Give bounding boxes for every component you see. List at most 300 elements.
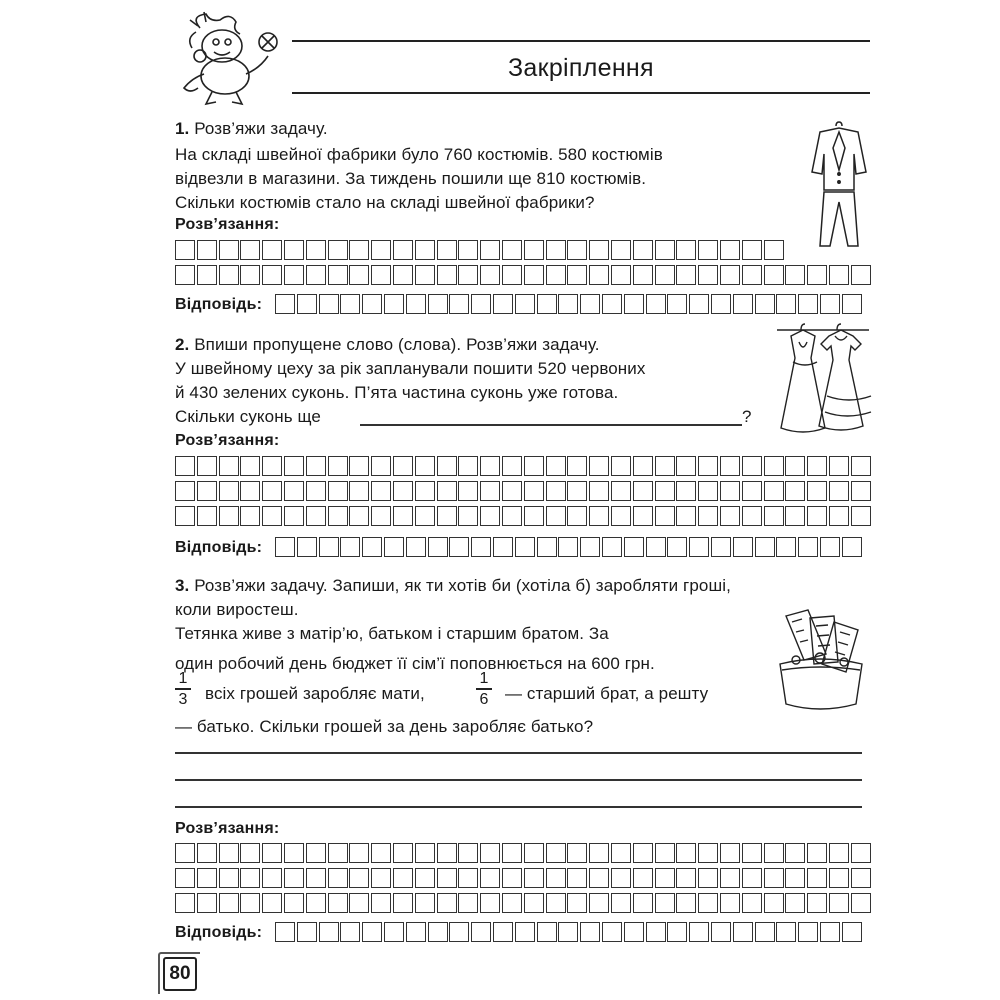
- grid-cell[interactable]: [262, 456, 282, 476]
- grid-cell[interactable]: [458, 506, 478, 526]
- grid-cell[interactable]: [406, 294, 426, 314]
- grid-cell[interactable]: [676, 893, 696, 913]
- grid-cell[interactable]: [698, 868, 718, 888]
- grid-cell[interactable]: [546, 265, 566, 285]
- grid-cell[interactable]: [755, 294, 775, 314]
- grid-cell[interactable]: [219, 506, 239, 526]
- grid-cell[interactable]: [384, 537, 404, 557]
- grid-cell[interactable]: [798, 537, 818, 557]
- grid-cell[interactable]: [537, 537, 557, 557]
- grid-cell[interactable]: [471, 537, 491, 557]
- grid-cell[interactable]: [349, 893, 369, 913]
- grid-cell[interactable]: [437, 240, 457, 260]
- grid-cell[interactable]: [219, 456, 239, 476]
- grid-cell[interactable]: [546, 456, 566, 476]
- grid-cell[interactable]: [493, 537, 513, 557]
- grid-cell[interactable]: [406, 922, 426, 942]
- grid-cell[interactable]: [676, 240, 696, 260]
- grid-cell[interactable]: [328, 506, 348, 526]
- grid-cell[interactable]: [197, 506, 217, 526]
- grid-cell[interactable]: [720, 506, 740, 526]
- grid-cell[interactable]: [197, 240, 217, 260]
- grid-cell[interactable]: [275, 294, 295, 314]
- task3-solution-grid-row-3[interactable]: [175, 893, 873, 913]
- grid-cell[interactable]: [720, 481, 740, 501]
- grid-cell[interactable]: [829, 843, 849, 863]
- grid-cell[interactable]: [502, 506, 522, 526]
- grid-cell[interactable]: [567, 893, 587, 913]
- grid-cell[interactable]: [428, 922, 448, 942]
- grid-cell[interactable]: [415, 893, 435, 913]
- grid-cell[interactable]: [807, 868, 827, 888]
- grid-cell[interactable]: [733, 922, 753, 942]
- grid-cell[interactable]: [515, 294, 535, 314]
- grid-cell[interactable]: [480, 868, 500, 888]
- grid-cell[interactable]: [306, 506, 326, 526]
- grid-cell[interactable]: [655, 843, 675, 863]
- grid-cell[interactable]: [480, 506, 500, 526]
- grid-cell[interactable]: [655, 893, 675, 913]
- task2-solution-grid-row-2[interactable]: [175, 481, 873, 501]
- grid-cell[interactable]: [755, 537, 775, 557]
- grid-cell[interactable]: [275, 537, 295, 557]
- grid-cell[interactable]: [589, 481, 609, 501]
- grid-cell[interactable]: [458, 843, 478, 863]
- grid-cell[interactable]: [742, 265, 762, 285]
- grid-cell[interactable]: [515, 922, 535, 942]
- grid-cell[interactable]: [633, 456, 653, 476]
- grid-cell[interactable]: [349, 506, 369, 526]
- grid-cell[interactable]: [567, 456, 587, 476]
- grid-cell[interactable]: [480, 456, 500, 476]
- grid-cell[interactable]: [567, 265, 587, 285]
- grid-cell[interactable]: [415, 843, 435, 863]
- grid-cell[interactable]: [371, 456, 391, 476]
- grid-cell[interactable]: [676, 868, 696, 888]
- grid-cell[interactable]: [449, 537, 469, 557]
- grid-cell[interactable]: [589, 240, 609, 260]
- grid-cell[interactable]: [524, 843, 544, 863]
- grid-cell[interactable]: [415, 481, 435, 501]
- grid-cell[interactable]: [262, 265, 282, 285]
- grid-cell[interactable]: [589, 868, 609, 888]
- grid-cell[interactable]: [567, 506, 587, 526]
- grid-cell[interactable]: [297, 537, 317, 557]
- grid-cell[interactable]: [240, 843, 260, 863]
- grid-cell[interactable]: [829, 265, 849, 285]
- grid-cell[interactable]: [393, 893, 413, 913]
- grid-cell[interactable]: [197, 868, 217, 888]
- grid-cell[interactable]: [471, 922, 491, 942]
- grid-cell[interactable]: [240, 265, 260, 285]
- grid-cell[interactable]: [776, 922, 796, 942]
- grid-cell[interactable]: [284, 843, 304, 863]
- grid-cell[interactable]: [720, 893, 740, 913]
- grid-cell[interactable]: [611, 843, 631, 863]
- grid-cell[interactable]: [776, 294, 796, 314]
- grid-cell[interactable]: [742, 893, 762, 913]
- grid-cell[interactable]: [480, 893, 500, 913]
- grid-cell[interactable]: [449, 922, 469, 942]
- grid-cell[interactable]: [624, 294, 644, 314]
- grid-cell[interactable]: [306, 843, 326, 863]
- grid-cell[interactable]: [502, 893, 522, 913]
- grid-cell[interactable]: [558, 294, 578, 314]
- grid-cell[interactable]: [546, 843, 566, 863]
- grid-cell[interactable]: [667, 922, 687, 942]
- task1-solution-grid-row-1[interactable]: [175, 240, 785, 260]
- grid-cell[interactable]: [175, 265, 195, 285]
- grid-cell[interactable]: [428, 537, 448, 557]
- grid-cell[interactable]: [676, 481, 696, 501]
- grid-cell[interactable]: [776, 537, 796, 557]
- grid-cell[interactable]: [197, 456, 217, 476]
- grid-cell[interactable]: [798, 922, 818, 942]
- grid-cell[interactable]: [197, 481, 217, 501]
- grid-cell[interactable]: [755, 922, 775, 942]
- grid-cell[interactable]: [633, 893, 653, 913]
- grid-cell[interactable]: [655, 481, 675, 501]
- grid-cell[interactable]: [851, 481, 871, 501]
- grid-cell[interactable]: [676, 265, 696, 285]
- grid-cell[interactable]: [480, 843, 500, 863]
- task3-writing-line-1[interactable]: [175, 752, 862, 754]
- grid-cell[interactable]: [602, 922, 622, 942]
- grid-cell[interactable]: [798, 294, 818, 314]
- grid-cell[interactable]: [502, 481, 522, 501]
- grid-cell[interactable]: [437, 506, 457, 526]
- grid-cell[interactable]: [524, 456, 544, 476]
- task2-fill-in-line[interactable]: [360, 424, 742, 426]
- grid-cell[interactable]: [362, 922, 382, 942]
- grid-cell[interactable]: [720, 843, 740, 863]
- grid-cell[interactable]: [580, 537, 600, 557]
- grid-cell[interactable]: [733, 294, 753, 314]
- grid-cell[interactable]: [546, 506, 566, 526]
- grid-cell[interactable]: [633, 843, 653, 863]
- grid-cell[interactable]: [262, 843, 282, 863]
- task3-answer-grid[interactable]: [275, 922, 864, 942]
- task1-answer-grid[interactable]: [275, 294, 864, 314]
- grid-cell[interactable]: [175, 843, 195, 863]
- grid-cell[interactable]: [807, 506, 827, 526]
- grid-cell[interactable]: [546, 893, 566, 913]
- grid-cell[interactable]: [175, 456, 195, 476]
- grid-cell[interactable]: [240, 240, 260, 260]
- grid-cell[interactable]: [371, 265, 391, 285]
- grid-cell[interactable]: [306, 456, 326, 476]
- grid-cell[interactable]: [480, 481, 500, 501]
- grid-cell[interactable]: [698, 893, 718, 913]
- grid-cell[interactable]: [458, 893, 478, 913]
- grid-cell[interactable]: [415, 868, 435, 888]
- grid-cell[interactable]: [667, 294, 687, 314]
- grid-cell[interactable]: [589, 265, 609, 285]
- grid-cell[interactable]: [764, 893, 784, 913]
- grid-cell[interactable]: [764, 506, 784, 526]
- grid-cell[interactable]: [842, 294, 862, 314]
- grid-cell[interactable]: [602, 294, 622, 314]
- grid-cell[interactable]: [785, 265, 805, 285]
- grid-cell[interactable]: [829, 506, 849, 526]
- grid-cell[interactable]: [349, 843, 369, 863]
- grid-cell[interactable]: [393, 868, 413, 888]
- grid-cell[interactable]: [558, 537, 578, 557]
- grid-cell[interactable]: [362, 537, 382, 557]
- grid-cell[interactable]: [371, 843, 391, 863]
- grid-cell[interactable]: [458, 868, 478, 888]
- grid-cell[interactable]: [349, 265, 369, 285]
- grid-cell[interactable]: [458, 265, 478, 285]
- grid-cell[interactable]: [742, 456, 762, 476]
- grid-cell[interactable]: [197, 265, 217, 285]
- grid-cell[interactable]: [175, 481, 195, 501]
- grid-cell[interactable]: [537, 294, 557, 314]
- grid-cell[interactable]: [764, 843, 784, 863]
- grid-cell[interactable]: [319, 537, 339, 557]
- grid-cell[interactable]: [624, 922, 644, 942]
- grid-cell[interactable]: [580, 922, 600, 942]
- grid-cell[interactable]: [689, 294, 709, 314]
- grid-cell[interactable]: [319, 294, 339, 314]
- grid-cell[interactable]: [851, 456, 871, 476]
- grid-cell[interactable]: [742, 843, 762, 863]
- grid-cell[interactable]: [851, 893, 871, 913]
- grid-cell[interactable]: [733, 537, 753, 557]
- grid-cell[interactable]: [829, 456, 849, 476]
- grid-cell[interactable]: [524, 893, 544, 913]
- grid-cell[interactable]: [785, 481, 805, 501]
- grid-cell[interactable]: [851, 506, 871, 526]
- grid-cell[interactable]: [851, 843, 871, 863]
- grid-cell[interactable]: [567, 481, 587, 501]
- grid-cell[interactable]: [371, 481, 391, 501]
- grid-cell[interactable]: [655, 506, 675, 526]
- task2-solution-grid-row-1[interactable]: [175, 456, 873, 476]
- grid-cell[interactable]: [624, 537, 644, 557]
- grid-cell[interactable]: [262, 868, 282, 888]
- grid-cell[interactable]: [493, 294, 513, 314]
- grid-cell[interactable]: [567, 240, 587, 260]
- grid-cell[interactable]: [284, 240, 304, 260]
- grid-cell[interactable]: [764, 456, 784, 476]
- grid-cell[interactable]: [567, 843, 587, 863]
- grid-cell[interactable]: [306, 893, 326, 913]
- grid-cell[interactable]: [406, 537, 426, 557]
- grid-cell[interactable]: [502, 456, 522, 476]
- grid-cell[interactable]: [502, 868, 522, 888]
- grid-cell[interactable]: [851, 265, 871, 285]
- grid-cell[interactable]: [275, 922, 295, 942]
- grid-cell[interactable]: [306, 265, 326, 285]
- grid-cell[interactable]: [502, 265, 522, 285]
- grid-cell[interactable]: [219, 481, 239, 501]
- grid-cell[interactable]: [842, 537, 862, 557]
- grid-cell[interactable]: [764, 240, 784, 260]
- grid-cell[interactable]: [262, 240, 282, 260]
- grid-cell[interactable]: [611, 240, 631, 260]
- grid-cell[interactable]: [262, 893, 282, 913]
- grid-cell[interactable]: [340, 922, 360, 942]
- grid-cell[interactable]: [471, 294, 491, 314]
- grid-cell[interactable]: [851, 868, 871, 888]
- grid-cell[interactable]: [219, 868, 239, 888]
- grid-cell[interactable]: [393, 506, 413, 526]
- grid-cell[interactable]: [720, 240, 740, 260]
- grid-cell[interactable]: [711, 922, 731, 942]
- grid-cell[interactable]: [524, 265, 544, 285]
- grid-cell[interactable]: [240, 456, 260, 476]
- task2-answer-grid[interactable]: [275, 537, 864, 557]
- grid-cell[interactable]: [589, 893, 609, 913]
- grid-cell[interactable]: [807, 893, 827, 913]
- grid-cell[interactable]: [785, 868, 805, 888]
- grid-cell[interactable]: [262, 506, 282, 526]
- grid-cell[interactable]: [689, 537, 709, 557]
- grid-cell[interactable]: [537, 922, 557, 942]
- grid-cell[interactable]: [393, 265, 413, 285]
- grid-cell[interactable]: [328, 843, 348, 863]
- grid-cell[interactable]: [449, 294, 469, 314]
- grid-cell[interactable]: [297, 922, 317, 942]
- grid-cell[interactable]: [676, 843, 696, 863]
- grid-cell[interactable]: [646, 922, 666, 942]
- grid-cell[interactable]: [655, 265, 675, 285]
- grid-cell[interactable]: [524, 240, 544, 260]
- grid-cell[interactable]: [698, 506, 718, 526]
- grid-cell[interactable]: [580, 294, 600, 314]
- grid-cell[interactable]: [785, 843, 805, 863]
- grid-cell[interactable]: [646, 537, 666, 557]
- grid-cell[interactable]: [349, 481, 369, 501]
- grid-cell[interactable]: [502, 843, 522, 863]
- grid-cell[interactable]: [219, 893, 239, 913]
- grid-cell[interactable]: [742, 506, 762, 526]
- grid-cell[interactable]: [458, 240, 478, 260]
- grid-cell[interactable]: [362, 294, 382, 314]
- grid-cell[interactable]: [524, 868, 544, 888]
- grid-cell[interactable]: [349, 456, 369, 476]
- grid-cell[interactable]: [371, 868, 391, 888]
- grid-cell[interactable]: [437, 843, 457, 863]
- grid-cell[interactable]: [611, 265, 631, 285]
- grid-cell[interactable]: [306, 481, 326, 501]
- grid-cell[interactable]: [589, 506, 609, 526]
- grid-cell[interactable]: [393, 240, 413, 260]
- grid-cell[interactable]: [698, 240, 718, 260]
- grid-cell[interactable]: [720, 868, 740, 888]
- grid-cell[interactable]: [428, 294, 448, 314]
- grid-cell[interactable]: [589, 843, 609, 863]
- grid-cell[interactable]: [197, 843, 217, 863]
- grid-cell[interactable]: [655, 868, 675, 888]
- grid-cell[interactable]: [611, 481, 631, 501]
- grid-cell[interactable]: [720, 456, 740, 476]
- grid-cell[interactable]: [393, 843, 413, 863]
- task3-writing-line-2[interactable]: [175, 779, 862, 781]
- grid-cell[interactable]: [807, 843, 827, 863]
- grid-cell[interactable]: [393, 456, 413, 476]
- grid-cell[interactable]: [524, 506, 544, 526]
- grid-cell[interactable]: [175, 893, 195, 913]
- grid-cell[interactable]: [319, 922, 339, 942]
- grid-cell[interactable]: [655, 456, 675, 476]
- grid-cell[interactable]: [589, 456, 609, 476]
- grid-cell[interactable]: [393, 481, 413, 501]
- grid-cell[interactable]: [371, 506, 391, 526]
- grid-cell[interactable]: [820, 922, 840, 942]
- grid-cell[interactable]: [711, 294, 731, 314]
- grid-cell[interactable]: [820, 537, 840, 557]
- grid-cell[interactable]: [480, 265, 500, 285]
- grid-cell[interactable]: [328, 456, 348, 476]
- grid-cell[interactable]: [175, 240, 195, 260]
- grid-cell[interactable]: [437, 481, 457, 501]
- grid-cell[interactable]: [349, 240, 369, 260]
- grid-cell[interactable]: [384, 294, 404, 314]
- grid-cell[interactable]: [633, 868, 653, 888]
- task1-solution-grid-row-2[interactable]: [175, 265, 873, 285]
- grid-cell[interactable]: [328, 265, 348, 285]
- grid-cell[interactable]: [698, 265, 718, 285]
- grid-cell[interactable]: [328, 240, 348, 260]
- grid-cell[interactable]: [546, 240, 566, 260]
- grid-cell[interactable]: [175, 868, 195, 888]
- grid-cell[interactable]: [240, 481, 260, 501]
- grid-cell[interactable]: [284, 506, 304, 526]
- grid-cell[interactable]: [633, 265, 653, 285]
- grid-cell[interactable]: [219, 265, 239, 285]
- grid-cell[interactable]: [219, 843, 239, 863]
- grid-cell[interactable]: [655, 240, 675, 260]
- grid-cell[interactable]: [698, 456, 718, 476]
- grid-cell[interactable]: [807, 481, 827, 501]
- grid-cell[interactable]: [415, 240, 435, 260]
- grid-cell[interactable]: [219, 240, 239, 260]
- grid-cell[interactable]: [384, 922, 404, 942]
- grid-cell[interactable]: [742, 240, 762, 260]
- grid-cell[interactable]: [764, 265, 784, 285]
- grid-cell[interactable]: [785, 456, 805, 476]
- grid-cell[interactable]: [611, 893, 631, 913]
- grid-cell[interactable]: [328, 868, 348, 888]
- grid-cell[interactable]: [437, 456, 457, 476]
- grid-cell[interactable]: [297, 294, 317, 314]
- grid-cell[interactable]: [458, 481, 478, 501]
- grid-cell[interactable]: [284, 265, 304, 285]
- grid-cell[interactable]: [820, 294, 840, 314]
- grid-cell[interactable]: [415, 265, 435, 285]
- grid-cell[interactable]: [284, 893, 304, 913]
- grid-cell[interactable]: [676, 456, 696, 476]
- grid-cell[interactable]: [328, 893, 348, 913]
- grid-cell[interactable]: [842, 922, 862, 942]
- grid-cell[interactable]: [689, 922, 709, 942]
- grid-cell[interactable]: [284, 481, 304, 501]
- grid-cell[interactable]: [667, 537, 687, 557]
- grid-cell[interactable]: [698, 843, 718, 863]
- grid-cell[interactable]: [720, 265, 740, 285]
- grid-cell[interactable]: [611, 456, 631, 476]
- task3-solution-grid-row-1[interactable]: [175, 843, 873, 863]
- grid-cell[interactable]: [437, 868, 457, 888]
- grid-cell[interactable]: [197, 893, 217, 913]
- task3-solution-grid-row-2[interactable]: [175, 868, 873, 888]
- grid-cell[interactable]: [284, 868, 304, 888]
- grid-cell[interactable]: [633, 240, 653, 260]
- grid-cell[interactable]: [284, 456, 304, 476]
- grid-cell[interactable]: [742, 868, 762, 888]
